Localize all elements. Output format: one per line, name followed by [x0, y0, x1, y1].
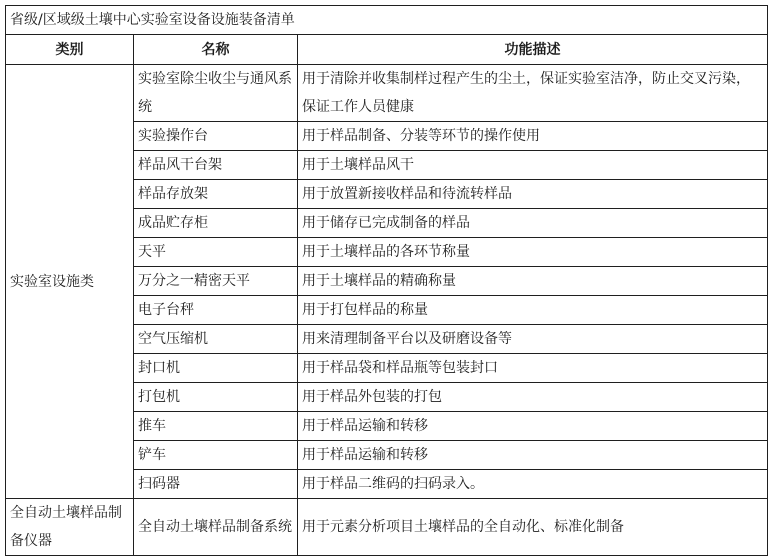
description-cell: 用于放置新接收样品和待流转样品 — [298, 180, 768, 209]
column-header-description: 功能描述 — [298, 35, 768, 65]
name-cell: 铲车 — [134, 441, 298, 470]
equipment-table — [5, 5, 768, 556]
description-cell: 用于打包样品的称量 — [298, 296, 768, 325]
description-cell: 用于元素分析项目土壤样品的全自动化、标准化制备 — [298, 499, 768, 556]
description-cell: 用于样品制备、分装等环节的操作使用 — [298, 122, 768, 151]
name-cell: 打包机 — [134, 383, 298, 412]
description-cell: 用于储存已完成制备的样品 — [298, 209, 768, 238]
table-row — [6, 65, 768, 122]
table-title: 省级/区域级土壤中心实验室设备设施装备清单 — [6, 6, 768, 35]
table-row — [6, 499, 768, 556]
category-cell: 实验室设施类 — [6, 65, 134, 499]
name-cell: 样品存放架 — [134, 180, 298, 209]
name-cell: 封口机 — [134, 354, 298, 383]
category-cell: 全自动土壤样品制备仪器 — [6, 499, 134, 556]
name-cell: 天平 — [134, 238, 298, 267]
name-cell: 实验室除尘收尘与通风系统 — [134, 65, 298, 122]
column-header-name: 名称 — [134, 35, 298, 65]
name-cell: 扫码器 — [134, 470, 298, 499]
description-cell: 用于清除并收集制样过程产生的尘土，保证实验室洁净，防止交叉污染，保证工作人员健康 — [298, 65, 768, 122]
name-cell: 样品风干台架 — [134, 151, 298, 180]
title-row — [6, 6, 768, 35]
description-cell: 用于样品二维码的扫码录入。 — [298, 470, 768, 499]
header-row — [6, 35, 768, 65]
description-cell: 用于土壤样品的各环节称量 — [298, 238, 768, 267]
name-cell: 电子台秤 — [134, 296, 298, 325]
description-cell: 用于样品运输和转移 — [298, 441, 768, 470]
description-cell: 用于样品袋和样品瓶等包装封口 — [298, 354, 768, 383]
name-cell: 全自动土壤样品制备系统 — [134, 499, 298, 556]
name-cell: 万分之一精密天平 — [134, 267, 298, 296]
description-cell: 用于土壤样品风干 — [298, 151, 768, 180]
column-header-category: 类别 — [6, 35, 134, 65]
description-cell: 用于土壤样品的精确称量 — [298, 267, 768, 296]
description-cell: 用来清理制备平台以及研磨设备等 — [298, 325, 768, 354]
description-cell: 用于样品运输和转移 — [298, 412, 768, 441]
name-cell: 实验操作台 — [134, 122, 298, 151]
name-cell: 空气压缩机 — [134, 325, 298, 354]
name-cell: 推车 — [134, 412, 298, 441]
description-cell: 用于样品外包装的打包 — [298, 383, 768, 412]
name-cell: 成品贮存柜 — [134, 209, 298, 238]
